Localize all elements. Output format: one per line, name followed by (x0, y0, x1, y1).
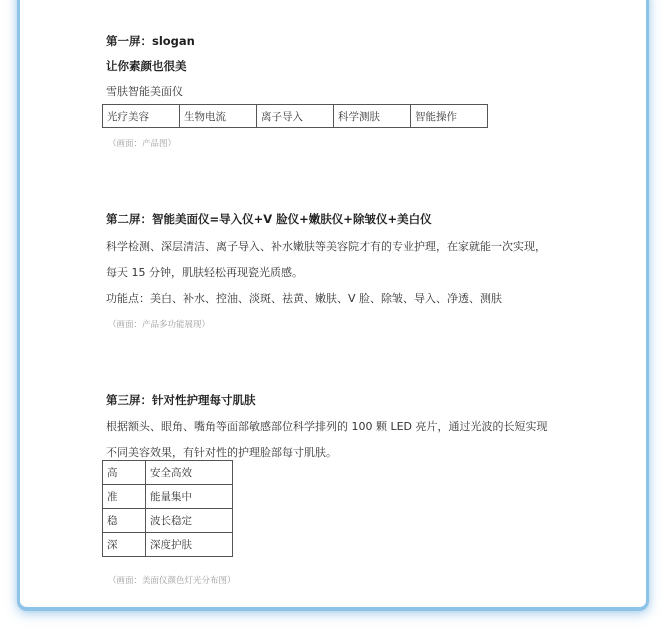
screen1-heading: 第一屏：slogan (106, 34, 195, 48)
screen2-line2: 每天 15 分钟，肌肤轻松再现瓷光质感。 (106, 266, 303, 279)
table-row (103, 533, 233, 557)
screen3-feature-table (102, 460, 233, 557)
feature-cell: 科学测肤 (334, 105, 411, 128)
row-key: 稳 (103, 509, 146, 533)
screen1-caption: （画面：产品图） (108, 139, 177, 149)
screen3-line2: 不同美容效果，有针对性的护理脸部每寸肌肤。 (106, 446, 337, 459)
row-key: 准 (103, 485, 146, 509)
screen2-line1: 科学检测、深层清洁、离子导入、补水嫩肤等美容院才有的专业护理，在家就能一次实现， (106, 240, 546, 253)
row-value: 深度护肤 (146, 533, 233, 557)
screen3-caption: （画面：美面仪颜色灯光分布图） (108, 576, 236, 586)
row-key: 高 (103, 461, 146, 485)
screen3-line1: 根据额头、眼角、嘴角等面部敏感部位科学排列的 100 颗 LED 亮片，通过光波的长短实现 (106, 420, 548, 433)
table-row (103, 461, 233, 485)
screen1-feature-table (102, 104, 488, 128)
row-value: 波长稳定 (146, 509, 233, 533)
screen1-subheading: 让你素颜也很美 (106, 59, 187, 73)
table-row (103, 509, 233, 533)
row-value: 能量集中 (146, 485, 233, 509)
feature-cell: 光疗美容 (103, 105, 180, 128)
screen2-caption: （画面：产品多功能展现） (108, 320, 211, 330)
row-key: 深 (103, 533, 146, 557)
feature-cell: 生物电流 (180, 105, 257, 128)
screen1-product-name: 雪肤智能美面仪 (106, 85, 183, 98)
feature-cell: 智能操作 (411, 105, 488, 128)
table-row (103, 485, 233, 509)
feature-cell: 离子导入 (257, 105, 334, 128)
row-value: 安全高效 (146, 461, 233, 485)
screen2-heading: 第二屏：智能美面仪=导入仪+V 脸仪+嫩肤仪+除皱仪+美白仪 (106, 212, 432, 226)
table-row (103, 105, 488, 128)
screen3-heading: 第三屏：针对性护理每寸肌肤 (106, 393, 256, 407)
screen2-function-points: 功能点：美白、补水、控油、淡斑、祛黄、嫩肤、V 脸、除皱、导入、净透、测肤 (106, 292, 503, 305)
